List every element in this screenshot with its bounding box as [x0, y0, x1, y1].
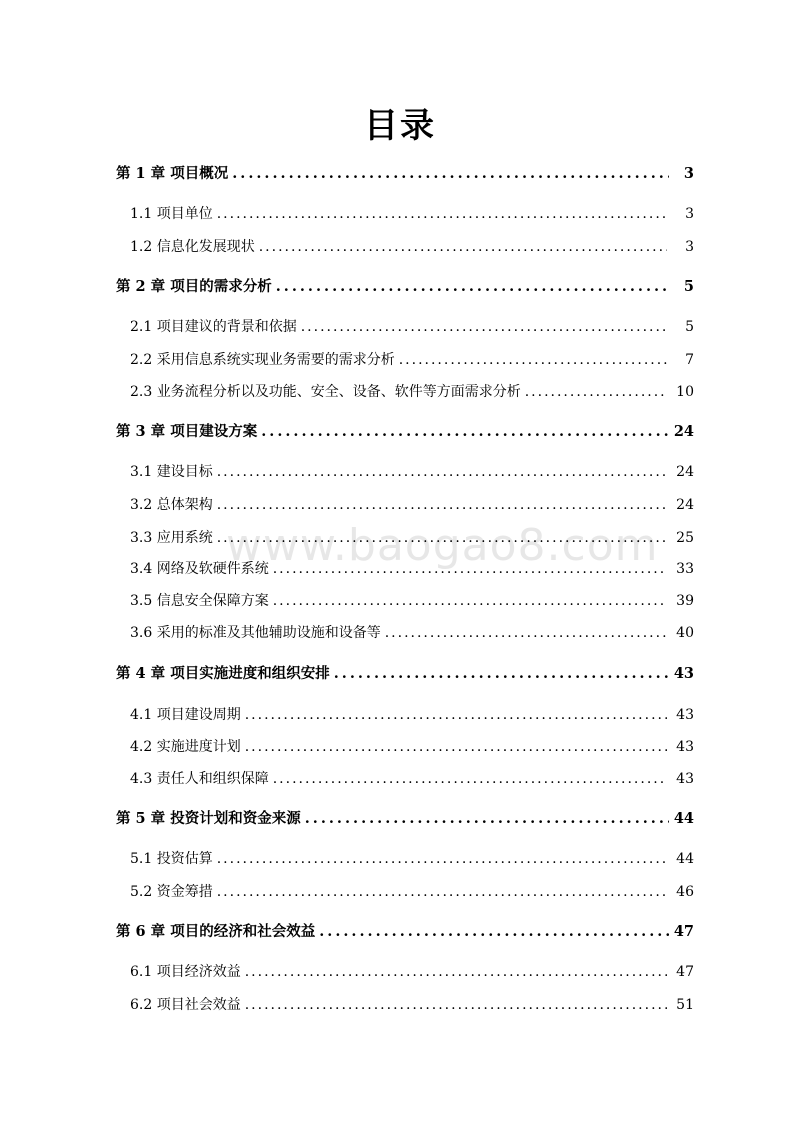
- toc-entry-title: 第 2 章 项目的需求分析: [116, 278, 272, 295]
- toc-page-number: 7: [685, 352, 694, 368]
- toc-section-entry[interactable]: [130, 527, 694, 549]
- toc-entry-title: 第 6 章 项目的经济和社会效益: [116, 923, 316, 940]
- toc-section-entry[interactable]: [130, 590, 694, 612]
- toc-page-number: 24: [676, 497, 694, 513]
- toc-dot-leader: [217, 494, 667, 516]
- toc-page-number: 3: [685, 206, 694, 222]
- toc-section-entry[interactable]: [130, 622, 694, 644]
- watermark: www.baogao8.com: [226, 520, 659, 571]
- toc-page-number: 24: [673, 423, 694, 440]
- toc-section-entry[interactable]: [130, 961, 694, 983]
- toc-dot-leader: [273, 558, 667, 580]
- toc-entry-title: 3.6 采用的标准及其他辅助设施和设备等: [130, 625, 381, 641]
- toc-dot-leader: [301, 316, 667, 338]
- toc-section-entry[interactable]: [130, 704, 694, 726]
- toc-page-number: 43: [676, 707, 694, 723]
- toc-dot-leader: [305, 808, 669, 830]
- toc-dot-leader: [259, 236, 667, 258]
- toc-dot-leader: [385, 622, 667, 644]
- toc-section-entry[interactable]: [130, 236, 694, 258]
- toc-page-number: 10: [676, 384, 694, 400]
- toc-section-entry[interactable]: [130, 203, 694, 225]
- toc-entry-title: 6.2 项目社会效益: [130, 997, 241, 1013]
- toc-entry-title: 5.1 投资估算: [130, 851, 213, 867]
- toc-entry-title: 4.2 实施进度计划: [130, 739, 241, 755]
- toc-page-number: 43: [676, 771, 694, 787]
- toc-dot-leader: [245, 994, 667, 1016]
- toc-entry-title: 3.3 应用系统: [130, 530, 213, 546]
- toc-entry-title: 2.2 采用信息系统实现业务需要的需求分析: [130, 352, 395, 368]
- toc-page-number: 47: [673, 923, 694, 940]
- page-title: 目录: [364, 106, 436, 146]
- toc-dot-leader: [217, 848, 667, 870]
- toc-dot-leader: [334, 663, 669, 685]
- toc-dot-leader: [217, 881, 667, 903]
- toc-page-number: 5: [685, 319, 694, 335]
- toc-dot-leader: [319, 921, 669, 943]
- toc-page-number: 40: [676, 625, 694, 641]
- toc-entry-title: 第 5 章 投资计划和资金来源: [116, 810, 301, 827]
- toc-page-number: 5: [683, 278, 694, 295]
- toc-page-number: 46: [676, 884, 694, 900]
- toc-page-number: 43: [676, 739, 694, 755]
- toc-section-entry[interactable]: [130, 461, 694, 483]
- toc-page-number: 24: [676, 464, 694, 480]
- toc-section-entry[interactable]: [130, 994, 694, 1016]
- toc-chapter-entry[interactable]: [116, 276, 694, 298]
- toc-section-entry[interactable]: [130, 381, 694, 403]
- toc-dot-leader: [245, 961, 667, 983]
- toc-dot-leader: [273, 590, 667, 612]
- toc-dot-leader: [399, 349, 667, 371]
- toc-chapter-entry[interactable]: [116, 663, 694, 685]
- toc-page-number: 43: [673, 665, 694, 682]
- toc-entry-title: 6.1 项目经济效益: [130, 964, 241, 980]
- toc-section-entry[interactable]: [130, 494, 694, 516]
- toc-dot-leader: [217, 527, 667, 549]
- toc-entry-title: 2.3 业务流程分析以及功能、安全、设备、软件等方面需求分析: [130, 384, 521, 400]
- toc-entry-title: 1.2 信息化发展现状: [130, 239, 255, 255]
- toc-chapter-entry[interactable]: [116, 808, 694, 830]
- toc-dot-leader: [245, 736, 667, 758]
- toc-page-number: 44: [676, 851, 694, 867]
- toc-dot-leader: [261, 421, 669, 443]
- toc-dot-leader: [525, 381, 667, 403]
- toc-page-number: 3: [685, 239, 694, 255]
- toc-page-number: 39: [676, 593, 694, 609]
- toc-dot-leader: [217, 461, 667, 483]
- toc-entry-title: 3.2 总体架构: [130, 497, 213, 513]
- toc-page-number: 33: [676, 561, 694, 577]
- toc-page-number: 51: [676, 997, 694, 1013]
- toc-section-entry[interactable]: [130, 316, 694, 338]
- toc-section-entry[interactable]: [130, 881, 694, 903]
- toc-entry-title: 第 3 章 项目建设方案: [116, 423, 258, 440]
- toc-page-number: 3: [683, 165, 694, 182]
- toc-chapter-entry[interactable]: [116, 921, 694, 943]
- toc-dot-leader: [273, 768, 667, 790]
- toc-dot-leader: [245, 704, 667, 726]
- toc-dot-leader: [217, 203, 667, 225]
- toc-entry-title: 5.2 资金筹措: [130, 884, 213, 900]
- toc-entry-title: 1.1 项目单位: [130, 206, 213, 222]
- toc-entry-title: 第 1 章 项目概况: [116, 165, 229, 182]
- toc-chapter-entry[interactable]: [116, 421, 694, 443]
- toc-section-entry[interactable]: [130, 848, 694, 870]
- toc-entry-title: 4.3 责任人和组织保障: [130, 771, 269, 787]
- toc-entry-title: 4.1 项目建设周期: [130, 707, 241, 723]
- toc-section-entry[interactable]: [130, 768, 694, 790]
- toc-section-entry[interactable]: [130, 349, 694, 371]
- toc-dot-leader: [276, 276, 669, 298]
- toc-page-number: 25: [676, 530, 694, 546]
- toc-entry-title: 3.1 建设目标: [130, 464, 213, 480]
- toc-entry-title: 2.1 项目建议的背景和依据: [130, 319, 297, 335]
- toc-page-number: 47: [676, 964, 694, 980]
- toc-section-entry[interactable]: [130, 558, 694, 580]
- toc-page-number: 44: [673, 810, 694, 827]
- toc-entry-title: 3.5 信息安全保障方案: [130, 593, 269, 609]
- toc-entry-title: 3.4 网络及软硬件系统: [130, 561, 269, 577]
- toc-section-entry[interactable]: [130, 736, 694, 758]
- toc-entry-title: 第 4 章 项目实施进度和组织安排: [116, 665, 330, 682]
- toc-dot-leader: [232, 163, 669, 185]
- toc-chapter-entry[interactable]: [116, 163, 694, 185]
